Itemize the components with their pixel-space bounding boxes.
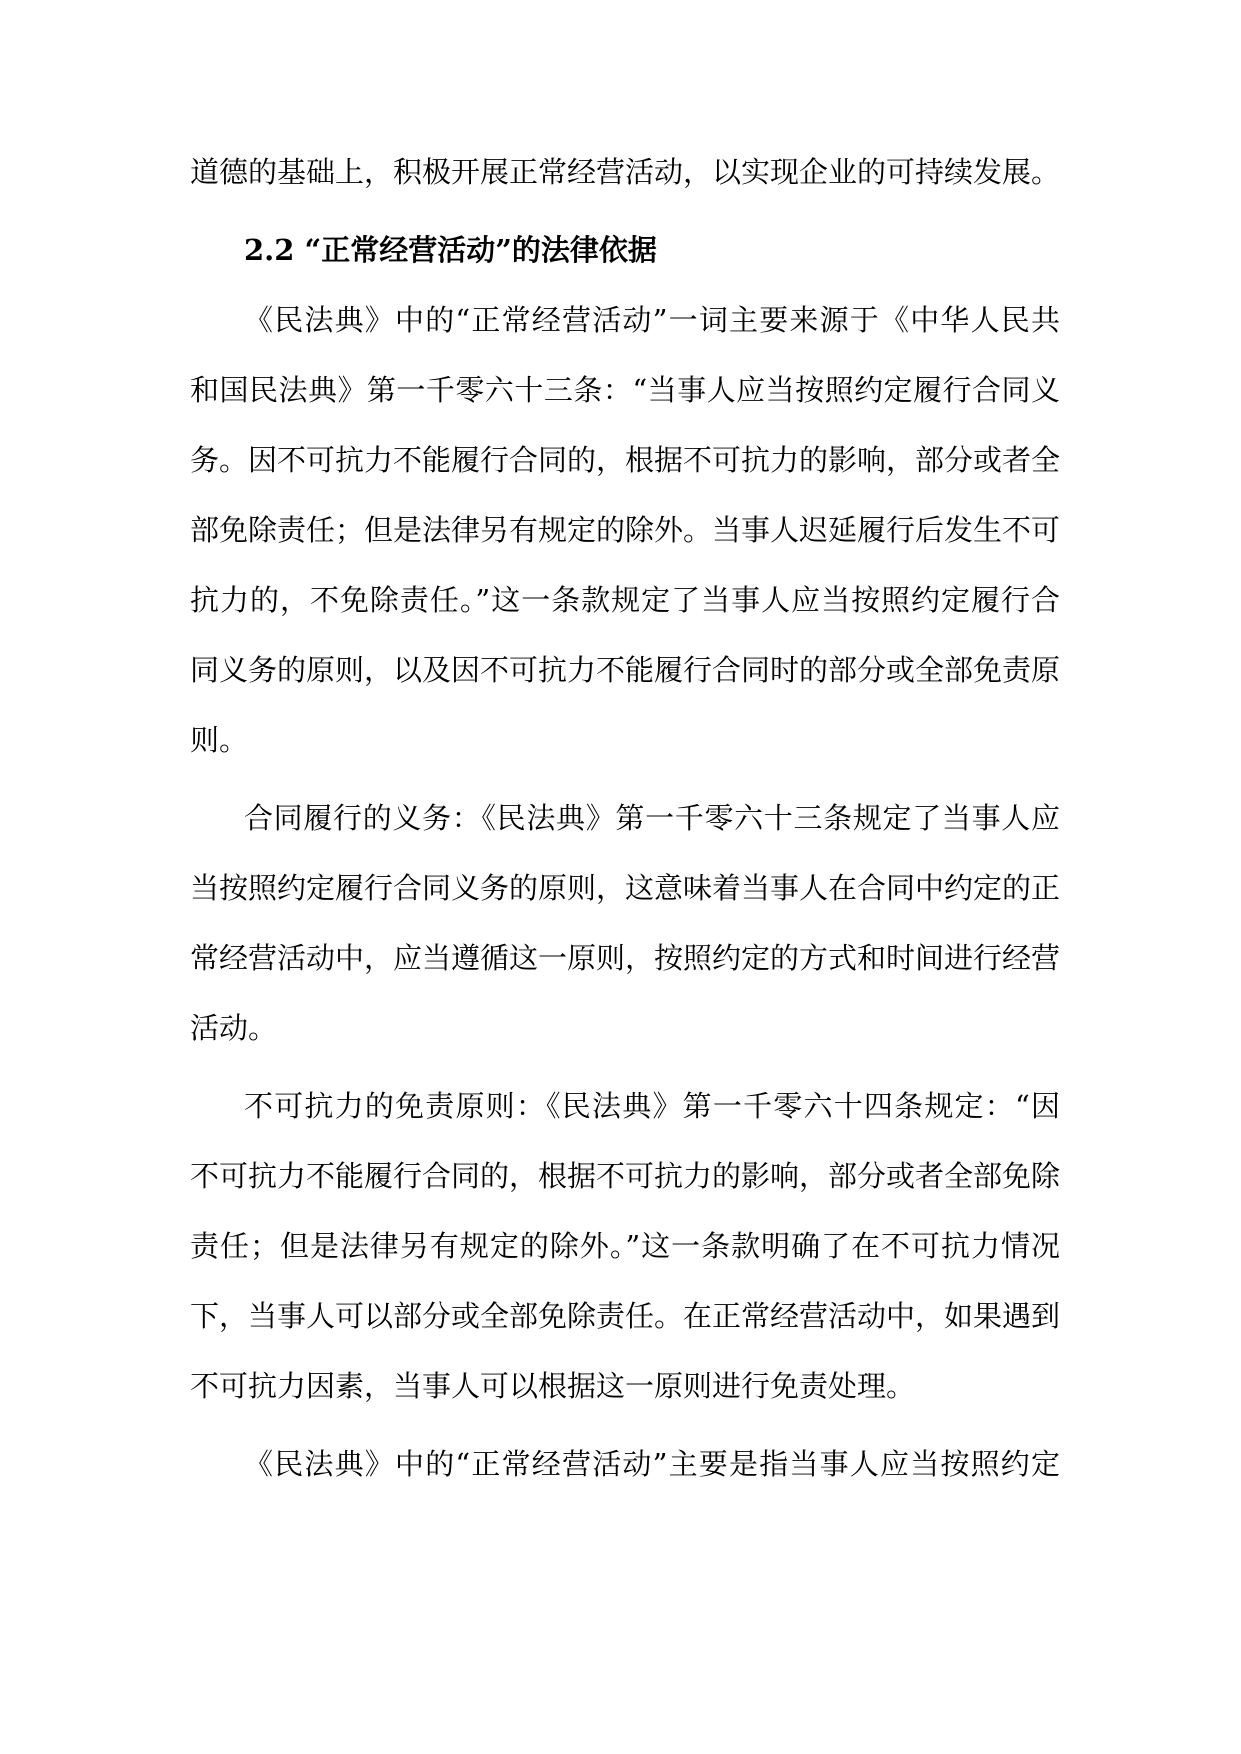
paragraph-line: 同义务的原则，以及因不可抗力不能履行合同时的部分或全部免责原 bbox=[190, 653, 1061, 687]
section-heading: 2.2 “正常经营活动”的法律依据 bbox=[244, 233, 657, 267]
paragraph-line: 不可抗力不能履行合同的，根据不可抗力的影响，部分或者全部免除 bbox=[190, 1159, 1061, 1193]
paragraph-line: 当按照约定履行合同义务的原则，这意味着当事人在合同中约定的正 bbox=[190, 871, 1061, 905]
paragraph-line: 合同履行的义务：《民法典》第一千零六十三条规定了当事人应 bbox=[244, 801, 1060, 835]
paragraph-line: 不可抗力的免责原则：《民法典》第一千零六十四条规定：“因 bbox=[244, 1089, 1060, 1123]
paragraph-line: 《民法典》中的“正常经营活动”一词主要来源于《中华人民共 bbox=[244, 303, 1060, 337]
paragraph-line: 活动。 bbox=[190, 1011, 278, 1045]
paragraph-line: 常经营活动中，应当遵循这一原则，按照约定的方式和时间进行经营 bbox=[190, 941, 1061, 975]
paragraph-line: 不可抗力因素，当事人可以根据这一原则进行免责处理。 bbox=[190, 1369, 916, 1403]
paragraph-line: 抗力的，不免除责任。”这一条款规定了当事人应当按照约定履行合 bbox=[190, 583, 1060, 617]
paragraph-line: 务。因不可抗力不能履行合同的，根据不可抗力的影响，部分或者全 bbox=[190, 443, 1061, 477]
paragraph-line: 下，当事人可以部分或全部免除责任。在正常经营活动中，如果遇到 bbox=[190, 1299, 1061, 1333]
paragraph-line: 责任；但是法律另有规定的除外。”这一条款明确了在不可抗力情况 bbox=[190, 1229, 1060, 1263]
paragraph-line: 则。 bbox=[190, 723, 249, 757]
paragraph-line: 和国民法典》第一千零六十三条：“当事人应当按照约定履行合同义 bbox=[190, 373, 1060, 407]
paragraph-line: 《民法典》中的“正常经营活动”主要是指当事人应当按照约定 bbox=[244, 1447, 1060, 1481]
paragraph-line: 道德的基础上，积极开展正常经营活动，以实现企业的可持续发展。 bbox=[190, 155, 1061, 189]
paragraph-line: 部免除责任；但是法律另有规定的除外。当事人迟延履行后发生不可 bbox=[190, 513, 1061, 547]
